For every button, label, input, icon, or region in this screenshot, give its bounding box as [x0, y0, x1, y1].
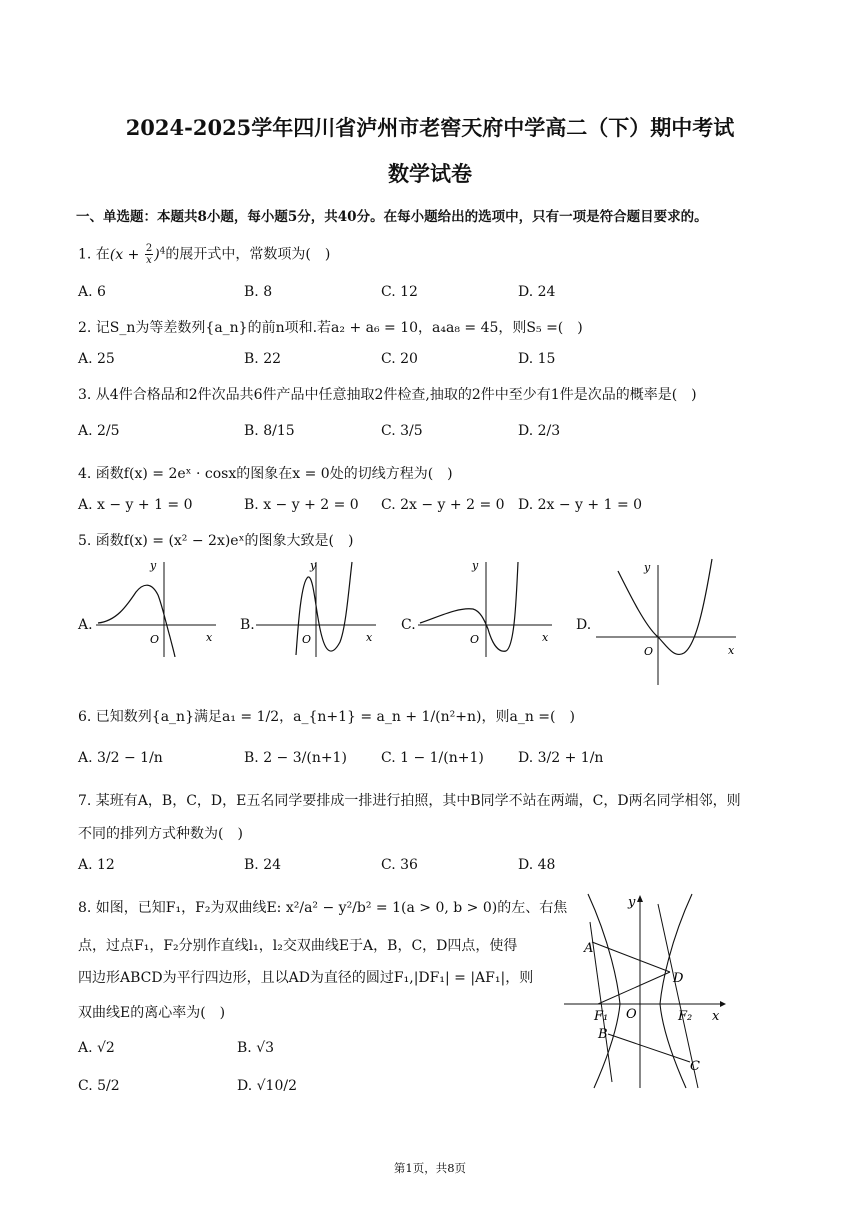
question-4: 4. 函数f(x) = 2eˣ · cosx的图象在x = 0处的切线方程为( ) — [78, 466, 453, 482]
q4-option-b: B. x − y + 2 = 0 — [244, 497, 359, 513]
q5-graph-c — [418, 557, 558, 657]
q3-option-d: D. 2/3 — [518, 423, 561, 439]
question-3: 3. 从4件合格品和2件次品共6件产品中任意抽取2件检查,抽取的2件中至少有1件是次品的概率是( ) — [78, 387, 697, 403]
q8-label-x: x — [712, 1009, 720, 1024]
q2-option-d: D. 15 — [518, 351, 556, 367]
q4-option-d: D. 2x − y + 1 = 0 — [518, 497, 643, 513]
q8-label-o: O — [626, 1007, 637, 1022]
question-5: 5. 函数f(x) = (x² − 2x)eˣ的图象大致是( ) — [78, 533, 354, 549]
question-6: 6. 已知数列{a_n}满足a₁ = 1/2，a_{n+1} = a_n + 1/(n²+n)，则a_n =( ) — [78, 709, 575, 725]
q5d-x: x — [728, 644, 735, 657]
q8-option-b: B. √3 — [237, 1040, 275, 1056]
q5-graph-d — [596, 557, 746, 687]
q4-option-a: A. x − y + 1 = 0 — [78, 497, 193, 513]
q5d-origin: O — [644, 645, 654, 658]
question-7-line1: 7. 某班有A，B，C，D，E五名同学要排成一排进行拍照，其中B同学不站在两端，C，D两名同学相邻，则 — [78, 793, 741, 809]
question-1 — [78, 243, 330, 266]
q3-option-b: B. 8/15 — [244, 423, 295, 439]
question-8-line3: 四边形ABCD为平行四边形，且以AD为直径的圆过F₁,|DF₁| = |AF₁|，则 — [78, 970, 534, 986]
question-8-line4: 双曲线E的离心率为( ) — [78, 1005, 226, 1021]
q6-option-d: D. 3/2 + 1/n — [518, 750, 604, 766]
q5b-x: x — [366, 631, 373, 644]
section-heading: 一、单选题：本题共8小题，每小题5分，共40分。在每小题给出的选项中，只有一项是符合题目要求的。 — [76, 209, 708, 225]
q5-graph-b — [256, 557, 386, 657]
q5a-y: y — [150, 559, 157, 572]
q6-option-c: C. 1 − 1/(n+1) — [381, 750, 484, 766]
question-8-line1: 8. 如图，已知F₁，F₂为双曲线E: x²/a² − y²/b² = 1(a > 0, b > 0)的左、右焦 — [78, 900, 568, 916]
q7-option-b: B. 24 — [244, 857, 282, 873]
q2-option-b: B. 22 — [244, 351, 282, 367]
q8-label-d: D — [673, 971, 684, 986]
q7-option-d: D. 48 — [518, 857, 556, 873]
q1-expr: (x + $\frac{2}{x}$ )$^4$ — [109, 243, 166, 266]
q5c-origin: O — [470, 633, 480, 646]
q8-label-c: C — [690, 1059, 700, 1074]
q5b-y: y — [310, 559, 317, 572]
q6-option-b: B. 2 − 3/(n+1) — [244, 750, 347, 766]
q5-graph-a — [96, 557, 226, 657]
q8-label-a: A — [584, 941, 594, 956]
q1-option-c: C. 12 — [381, 284, 418, 300]
q3-option-a: A. 2/5 — [78, 423, 120, 439]
q5-option-a: A. — [78, 617, 93, 633]
q8-option-c: C. 5/2 — [78, 1078, 120, 1094]
q5d-y: y — [644, 561, 651, 574]
page-title: 2024-2025学年四川省泸州市老窖天府中学高二（下）期中考试 — [125, 115, 735, 140]
q5-option-c: C. — [401, 617, 416, 633]
q6-option-a: A. 3/2 − 1/n — [78, 750, 163, 766]
q2-option-a: A. 25 — [78, 351, 115, 367]
q1-option-d: D. 24 — [518, 284, 556, 300]
q3-option-c: C. 3/5 — [381, 423, 423, 439]
q4-option-c: C. 2x − y + 2 = 0 — [381, 497, 505, 513]
page-subtitle: 数学试卷 — [388, 161, 472, 186]
q8-label-b: B — [598, 1027, 608, 1042]
page-footer: 第1页，共8页 — [393, 1161, 467, 1175]
q1-option-b: B. 8 — [244, 284, 273, 300]
question-7-line2: 不同的排列方式种数为( ) — [78, 826, 243, 842]
q5c-x: x — [542, 631, 549, 644]
q1-lead: 1. 在 — [78, 246, 110, 263]
q8-label-f1: F₁ — [594, 1009, 609, 1024]
q5-option-d: D. — [576, 617, 592, 633]
q7-option-a: A. 12 — [78, 857, 115, 873]
q2-option-c: C. 20 — [381, 351, 418, 367]
q8-label-f2: F₂ — [678, 1009, 693, 1024]
q8-hyperbola-figure — [560, 892, 735, 1090]
q5a-x: x — [206, 631, 213, 644]
q1-option-a: A. 6 — [78, 284, 106, 300]
question-8-line2: 点，过点F₁，F₂分别作直线l₁，l₂交双曲线E于A，B，C，D四点，使得 — [78, 938, 518, 954]
q5a-origin: O — [150, 633, 160, 646]
q5b-origin: O — [302, 633, 312, 646]
q7-option-c: C. 36 — [381, 857, 418, 873]
q5-option-b: B. — [240, 617, 255, 633]
q5c-y: y — [472, 559, 479, 572]
q1-tail: 的展开式中，常数项为( ) — [165, 246, 331, 263]
q8-option-d: D. √10/2 — [237, 1078, 297, 1094]
q8-label-y: y — [628, 895, 636, 910]
q8-option-a: A. √2 — [78, 1040, 115, 1056]
question-2: 2. 记S_n为等差数列{a_n}的前n项和.若a₂ + a₆ = 10，a₄a₈ = 45，则S₅ =( ) — [78, 320, 583, 336]
